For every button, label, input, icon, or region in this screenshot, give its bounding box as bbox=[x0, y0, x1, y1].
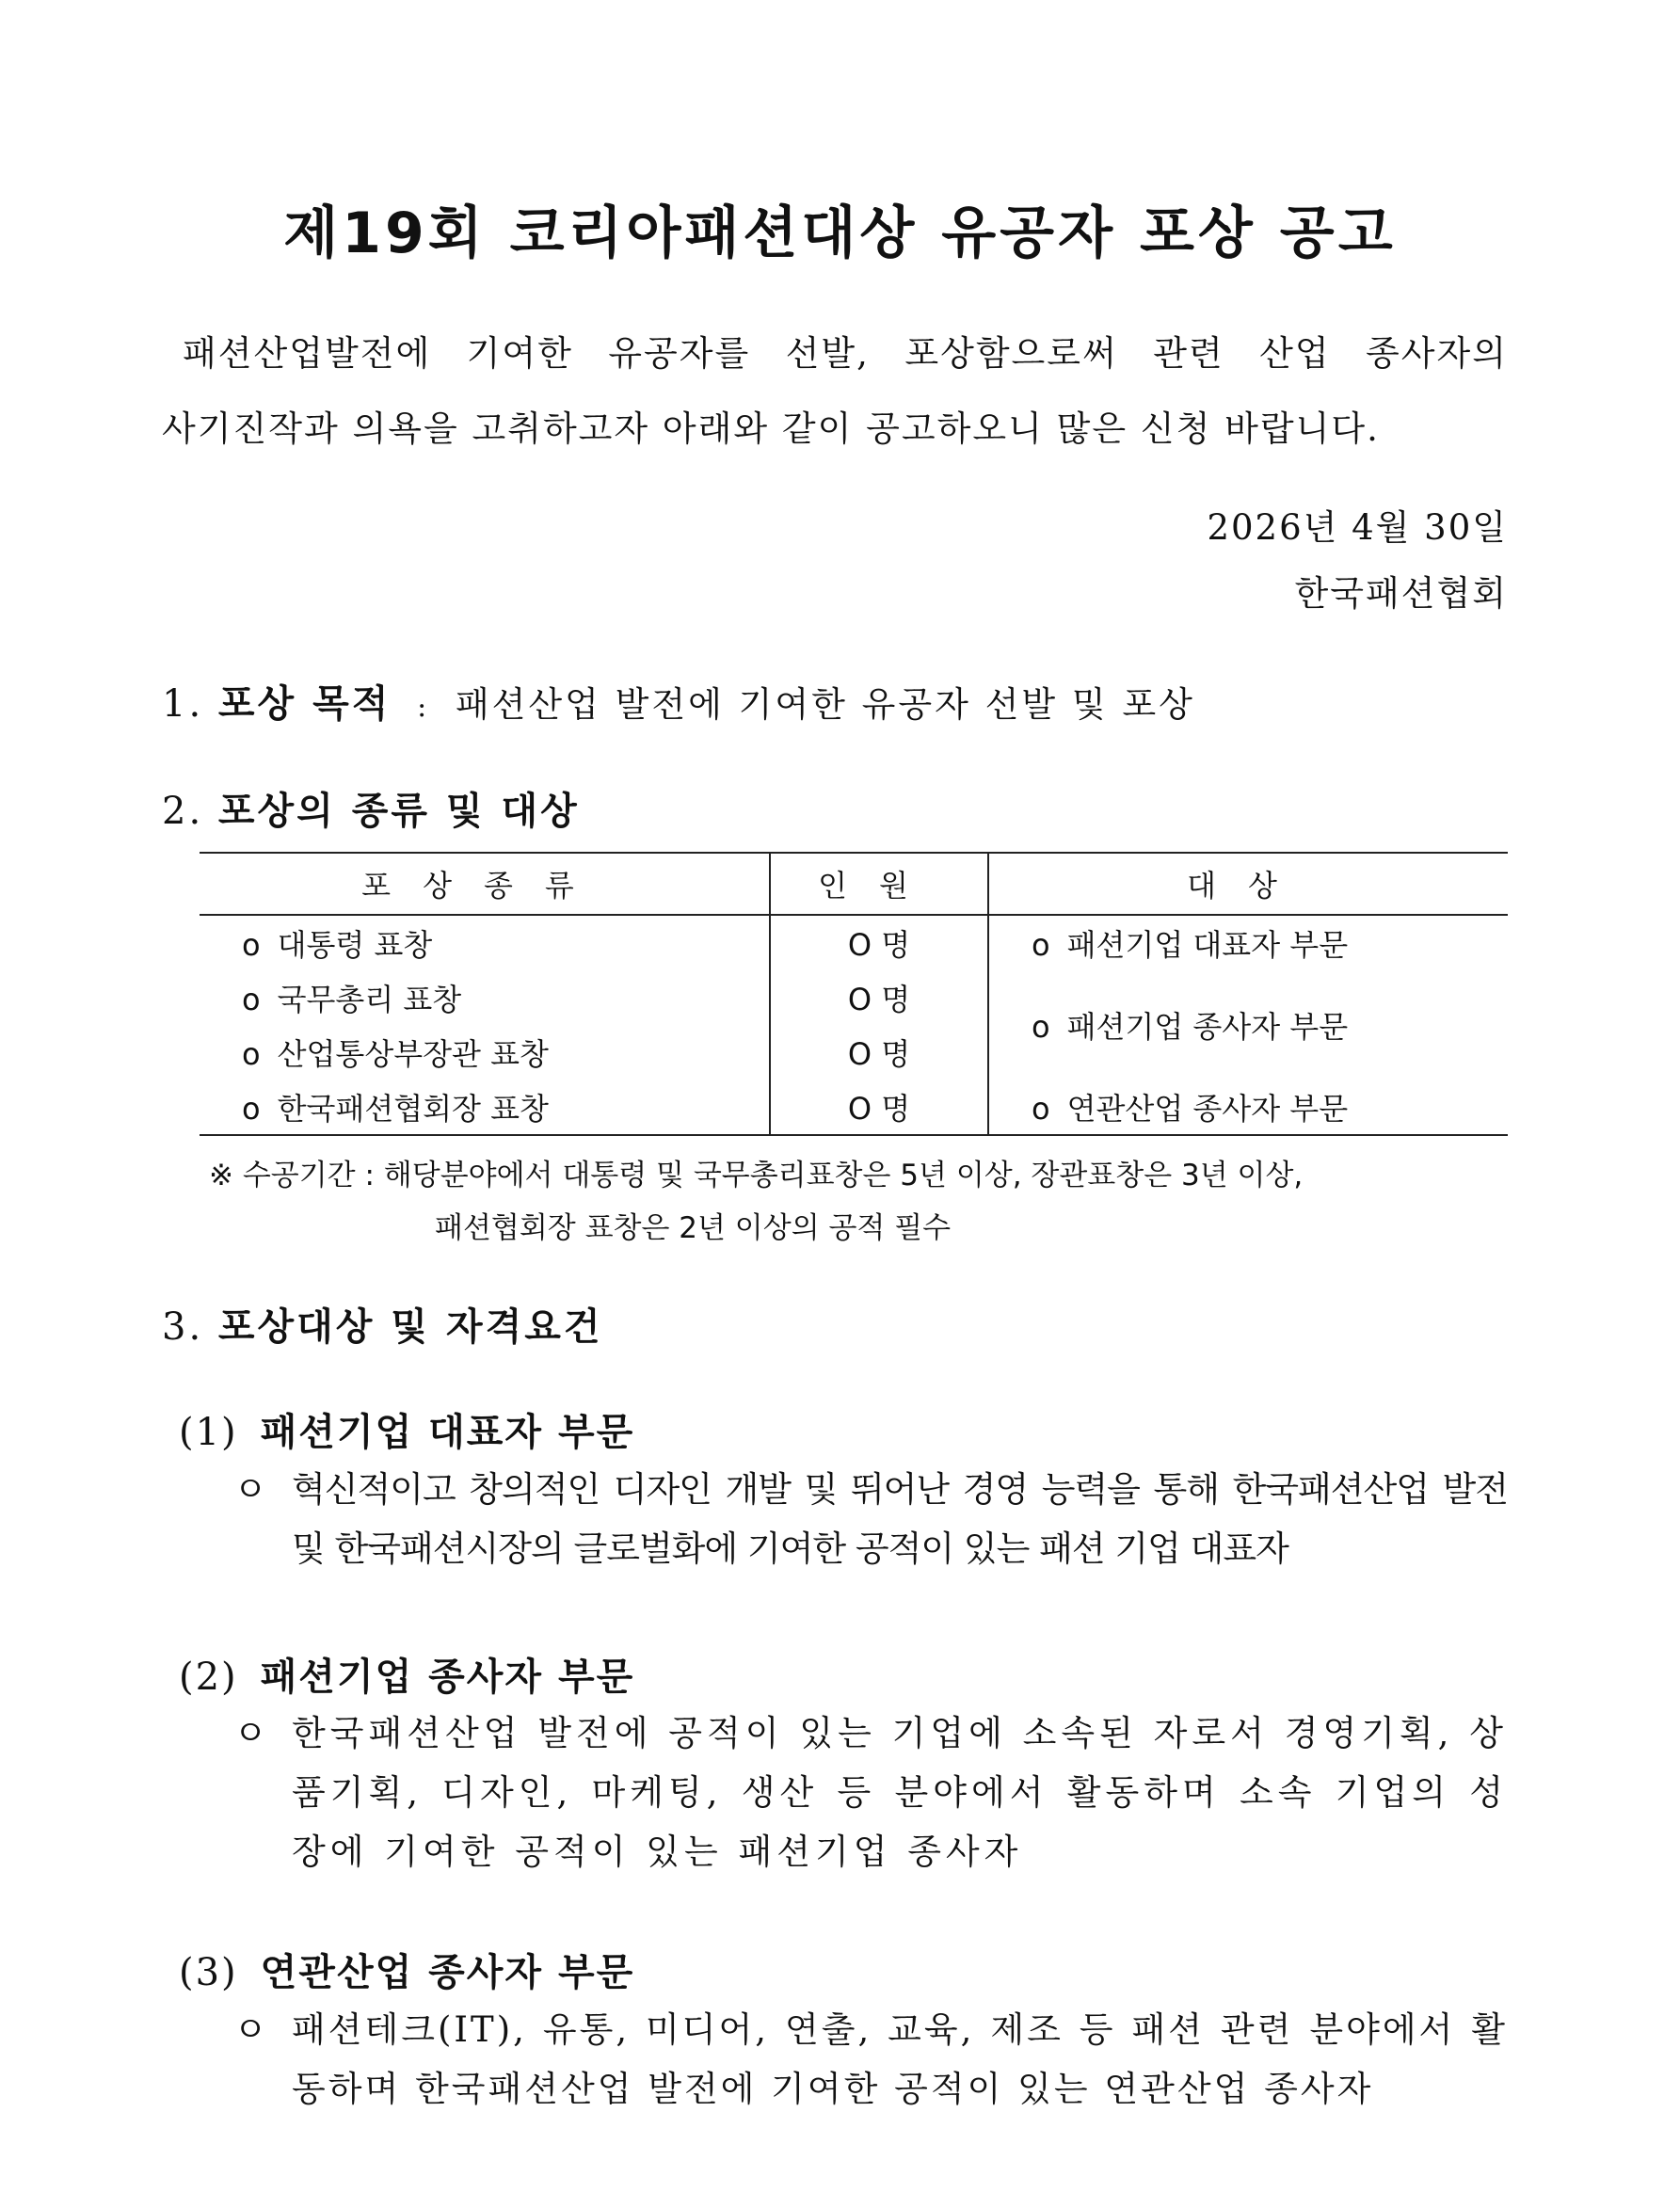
table-row bbox=[200, 915, 1508, 970]
bullet-icon: o bbox=[1032, 1009, 1050, 1045]
count-cell: O 명 bbox=[770, 1025, 988, 1080]
awards-table bbox=[200, 852, 1508, 1136]
bullet-icon: ㅇ bbox=[233, 2009, 270, 2050]
target-name: 연관산업 종사자 부문 bbox=[1066, 1091, 1349, 1127]
bullet-icon: o bbox=[1032, 927, 1050, 963]
subsection-title: 연관산업 종사자 부문 bbox=[260, 1950, 635, 1994]
section-2-number: 2. bbox=[162, 790, 204, 833]
header-count: 인원 bbox=[770, 853, 988, 915]
table-row bbox=[200, 970, 1508, 1025]
count-cell: O 명 bbox=[770, 1080, 988, 1135]
note-text-1: 해당분야에서 대통령 및 국무총리표창은 5년 이상, 장관표창은 3년 이상, bbox=[383, 1159, 1304, 1192]
section-1-separator: : bbox=[417, 691, 430, 724]
subsection-title: 패션기업 대표자 부문 bbox=[260, 1410, 635, 1454]
section-1-description: 패션산업 발전에 기여한 유공자 선발 및 포상 bbox=[455, 684, 1195, 725]
note-label: 수공기간 : bbox=[242, 1159, 375, 1192]
subsection-1-item bbox=[233, 1460, 1508, 1578]
section-1-number: 1. bbox=[162, 682, 204, 726]
announcement-date: 2026년 4월 30일 bbox=[1207, 507, 1508, 548]
note-mark: ※ bbox=[209, 1159, 233, 1192]
subsection-number: (3) bbox=[179, 1951, 238, 1994]
note-line-1 bbox=[209, 1149, 1303, 1202]
subsection-1-text: 혁신적이고 창의적인 디자인 개발 및 뛰어난 경영 능력을 통해 한국패션산업 발전 및 한국패션시장의 글로벌화에 기여한 공적이 있는 패션 기업 대표자 bbox=[292, 1469, 1508, 1569]
subsection-2-heading bbox=[179, 1647, 634, 1701]
subsection-title: 패션기업 종사자 부문 bbox=[260, 1655, 635, 1699]
intro-paragraph bbox=[162, 316, 1508, 467]
award-cell bbox=[200, 915, 770, 970]
section-2-heading: 포상의 종류 및 대상 bbox=[217, 789, 580, 833]
section-1-heading: 포상 목적 bbox=[217, 681, 392, 726]
bullet-icon: ㅇ bbox=[233, 1469, 266, 1510]
target-cell bbox=[988, 1080, 1508, 1135]
subsection-number: (1) bbox=[179, 1411, 238, 1454]
bullet-icon: o bbox=[242, 982, 261, 1017]
section-3 bbox=[162, 1297, 603, 1351]
bullet-icon: o bbox=[242, 927, 261, 963]
page-title: 제19회 코리아패션대상 유공자 포상 공고 bbox=[283, 200, 1397, 266]
subsection-2-text: 한국패션산업 발전에 공적이 있는 기업에 소속된 자로서 경영기획, 상품기획, 디자인, 마케팅, 생산 등 분야에서 활동하며 소속 기업의 성장에 기여한 공적이 있는 패션기업 종사자 bbox=[292, 1713, 1508, 1872]
subsection-3-text: 패션테크(IT), 유통, 미디어, 연출, 교육, 제조 등 패션 관련 분야에서 활동하며 한국패션산업 발전에 기여한 공적이 있는 연관산업 종사자 bbox=[292, 2009, 1508, 2109]
target-name: 패션기업 대표자 부문 bbox=[1066, 927, 1349, 963]
subsection-1-heading bbox=[179, 1402, 634, 1456]
subsection-3-heading bbox=[179, 1943, 634, 1996]
section-3-number: 3. bbox=[162, 1305, 204, 1349]
header-target: 대상 bbox=[988, 853, 1508, 915]
section-1 bbox=[162, 674, 1195, 728]
award-name: 대통령 표창 bbox=[277, 927, 433, 963]
organization-name: 한국패션협회 bbox=[1294, 573, 1508, 614]
table-header-row bbox=[200, 853, 1508, 915]
bullet-icon: o bbox=[242, 1036, 261, 1072]
note-line-2: 패션협회장 표창은 2년 이상의 공적 필수 bbox=[435, 1211, 952, 1245]
award-cell bbox=[200, 1025, 770, 1080]
eligibility-note bbox=[209, 1149, 1303, 1255]
award-name: 한국패션협회장 표창 bbox=[277, 1091, 549, 1127]
bullet-icon: o bbox=[1032, 1091, 1050, 1127]
header-award-type: 포상종류 bbox=[200, 853, 770, 915]
award-name: 산업통상부장관 표창 bbox=[277, 1036, 549, 1072]
target-cell bbox=[988, 915, 1508, 970]
subsection-2-item bbox=[233, 1704, 1508, 1881]
intro-line-1: 패션산업발전에 기여한 유공자를 선발, 포상함으로써 관련 산업 종사자의 bbox=[183, 333, 1508, 374]
bullet-icon: ㅇ bbox=[233, 1713, 272, 1753]
subsection-number: (2) bbox=[179, 1656, 238, 1699]
section-3-heading: 포상대상 및 자격요건 bbox=[217, 1304, 603, 1349]
award-name: 국무총리 표창 bbox=[277, 982, 462, 1017]
target-cell bbox=[988, 970, 1508, 1080]
section-2 bbox=[162, 781, 580, 835]
table-row bbox=[200, 1080, 1508, 1135]
count-cell: O 명 bbox=[770, 915, 988, 970]
target-name: 패션기업 종사자 부문 bbox=[1066, 1009, 1349, 1045]
count-cell: O 명 bbox=[770, 970, 988, 1025]
bullet-icon: o bbox=[242, 1091, 261, 1127]
intro-line-2: 사기진작과 의욕을 고취하고자 아래와 같이 공고하오니 많은 신청 바랍니다. bbox=[162, 408, 1380, 449]
subsection-3-item bbox=[233, 2000, 1508, 2119]
award-cell bbox=[200, 1080, 770, 1135]
award-cell bbox=[200, 970, 770, 1025]
